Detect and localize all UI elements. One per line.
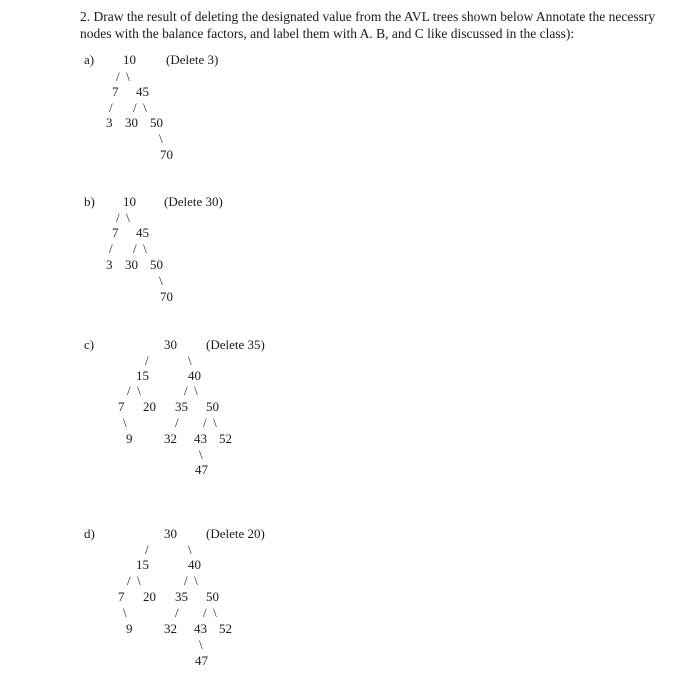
node: 30 (125, 257, 138, 272)
edge: / \ (133, 100, 147, 115)
part-label: d) (84, 526, 95, 541)
part-label: c) (84, 337, 95, 352)
node: 50 (150, 115, 163, 130)
edge: / (175, 415, 179, 430)
edge: \ (123, 415, 127, 430)
node: 45 (136, 84, 149, 99)
edge: / \ (203, 605, 217, 620)
question-line-2: nodes with the balance factors, and label them with A. B, and C like discussed in the class): (80, 26, 575, 41)
part-label: b) (84, 194, 95, 209)
edge: \ (199, 447, 203, 462)
edge: / (109, 100, 113, 115)
node: 50 (150, 257, 163, 272)
node: 47 (195, 462, 208, 477)
edge: / (109, 241, 113, 256)
node: 40 (188, 368, 201, 383)
edge: \ (159, 131, 163, 146)
node: 7 (112, 225, 119, 240)
node: 30 (164, 526, 177, 541)
node: 10 (123, 52, 136, 67)
edge: / \ (184, 383, 198, 398)
edge: / \ (184, 573, 198, 588)
node: 70 (160, 147, 173, 162)
node: 32 (164, 621, 177, 636)
question-line-1: 2. Draw the result of deleting the designated value from the AVL trees shown below Annotate the necessry (80, 9, 656, 24)
node: 50 (206, 399, 219, 414)
node: 7 (112, 84, 119, 99)
edge: / \ (133, 241, 147, 256)
edge: \ (199, 637, 203, 652)
node: 40 (188, 557, 201, 572)
node: 35 (175, 589, 188, 604)
node: 70 (160, 289, 173, 304)
node: 32 (164, 431, 177, 446)
delete-instruction: (Delete 30) (164, 194, 223, 209)
edge: / (145, 353, 149, 368)
node: 45 (136, 225, 149, 240)
node: 7 (118, 399, 125, 414)
edge: / \ (127, 383, 141, 398)
node: 9 (126, 431, 133, 446)
node: 3 (106, 257, 113, 272)
edge: / (175, 605, 179, 620)
part-label: a) (84, 52, 95, 67)
node: 20 (143, 589, 156, 604)
node: 47 (195, 653, 208, 668)
edge: / \ (127, 573, 141, 588)
node: 9 (126, 621, 133, 636)
edge: \ (123, 605, 127, 620)
node: 43 (194, 431, 207, 446)
edge: / \ (203, 415, 217, 430)
node: 15 (136, 368, 149, 383)
node: 50 (206, 589, 219, 604)
node: 15 (136, 557, 149, 572)
edge: \ (188, 542, 192, 557)
node: 3 (106, 115, 113, 130)
node: 52 (219, 431, 232, 446)
edge: / \ (116, 69, 130, 84)
node: 30 (125, 115, 138, 130)
edge: / (145, 542, 149, 557)
edge: / \ (116, 210, 130, 225)
delete-instruction: (Delete 35) (206, 337, 265, 352)
node: 7 (118, 589, 125, 604)
node: 10 (123, 194, 136, 209)
delete-instruction: (Delete 20) (206, 526, 265, 541)
node: 20 (143, 399, 156, 414)
question-text (80, 8, 690, 42)
node: 43 (194, 621, 207, 636)
edge: \ (188, 353, 192, 368)
node: 52 (219, 621, 232, 636)
node: 30 (164, 337, 177, 352)
delete-instruction: (Delete 3) (166, 52, 219, 67)
node: 35 (175, 399, 188, 414)
edge: \ (159, 273, 163, 288)
